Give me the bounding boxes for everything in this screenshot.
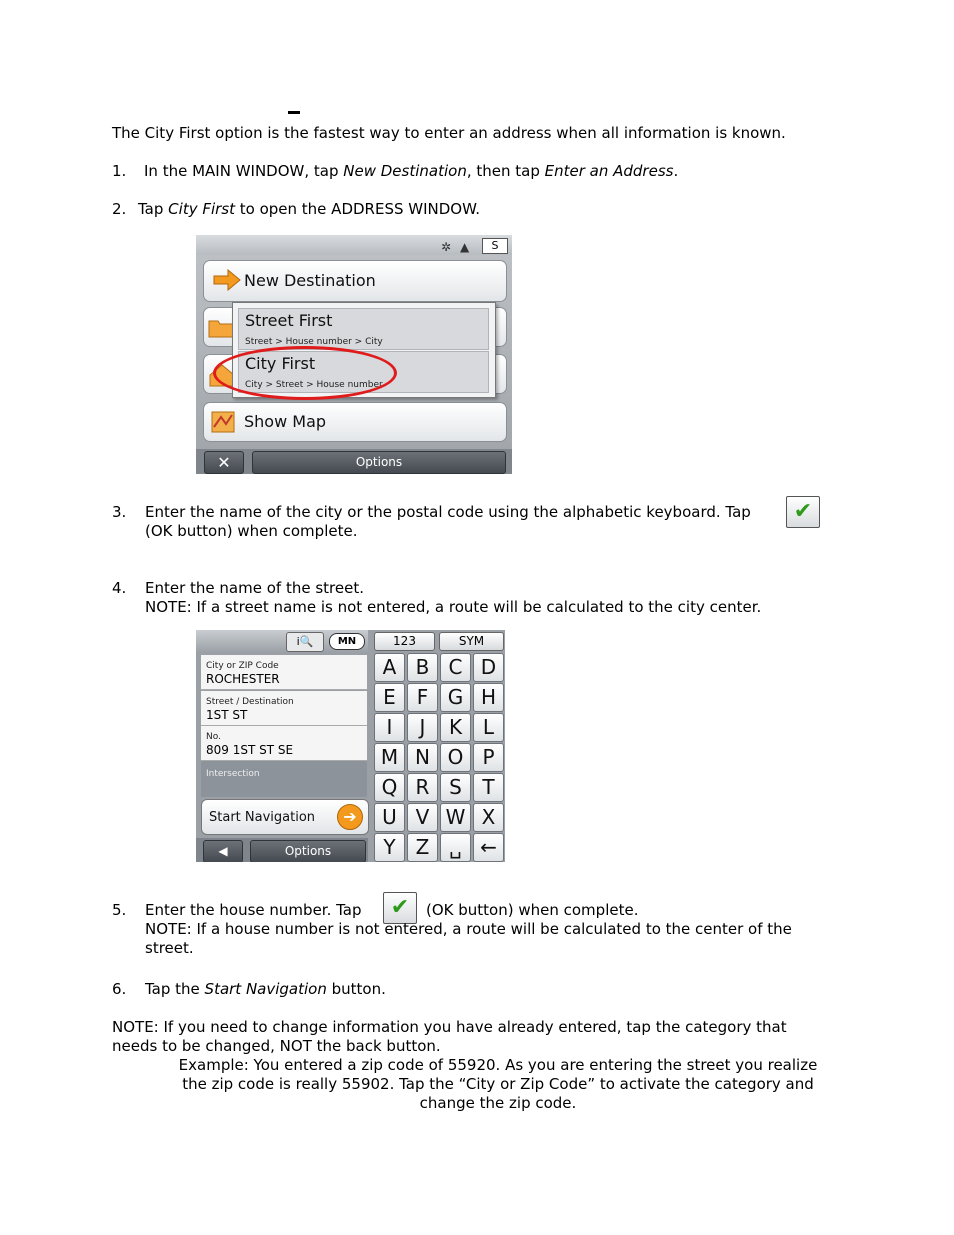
city-first-subtitle: City > Street > House number (245, 380, 383, 390)
house-number-value: 809 1ST ST SE (206, 743, 294, 757)
key-j[interactable]: J (407, 713, 438, 742)
show-map-button[interactable] (203, 402, 507, 442)
example-line-2: the zip code is really 55902. Tap the “City or Zip Code” to activate the category and (182, 1075, 814, 1093)
key-v[interactable]: V (407, 803, 438, 832)
key-g[interactable]: G (440, 683, 471, 712)
key-y[interactable]: Y (374, 833, 405, 862)
key-i[interactable]: I (374, 713, 405, 742)
key-a[interactable]: A (374, 653, 405, 682)
street-value: 1ST ST (206, 708, 248, 722)
key-p[interactable]: P (473, 743, 504, 772)
map-icon (211, 411, 235, 433)
start-navigation-label: Start Navigation (209, 810, 316, 825)
key-backspace[interactable]: ← (473, 833, 504, 862)
address-keyboard-screenshot (196, 630, 505, 862)
heading-dash (288, 111, 300, 114)
top-bar (196, 630, 368, 652)
key-c[interactable]: C (440, 653, 471, 682)
ok-check-icon: ✔ (383, 892, 417, 924)
key-n[interactable]: N (407, 743, 438, 772)
step-5-number: 5. (112, 901, 127, 919)
signal-icon: ▲ (460, 240, 470, 254)
key-q[interactable]: Q (374, 773, 405, 802)
note-line-1: NOTE: If you need to change information you have already entered, tap the category that (112, 1018, 787, 1036)
key-f[interactable]: F (407, 683, 438, 712)
step-6-number: 6. (112, 980, 127, 998)
new-destination-button[interactable] (203, 260, 507, 302)
street-first-subtitle: Street > House number > City (245, 337, 383, 347)
key-h[interactable]: H (473, 683, 504, 712)
status-bar (196, 235, 512, 255)
key-m[interactable]: M (374, 743, 405, 772)
key-x[interactable]: X (473, 803, 504, 832)
step-4-number: 4. (112, 579, 127, 597)
step-5-text: Enter the house number. Tap (145, 901, 362, 919)
bottom-bar (196, 449, 512, 474)
street-first-option[interactable] (238, 308, 489, 350)
back-button[interactable]: ◀ (203, 840, 243, 862)
step-4-text: Enter the name of the street. (145, 579, 364, 597)
key-s[interactable]: S (440, 773, 471, 802)
city-zip-label: City or ZIP Code (206, 661, 279, 671)
key-l[interactable]: L (473, 713, 504, 742)
bottom-bar (196, 838, 368, 862)
step-1-text: In the MAIN WINDOW, tap New Destination, then tap Enter an Address. (144, 162, 679, 180)
status-badge: S (482, 238, 508, 254)
start-navigation-button[interactable] (201, 799, 369, 835)
street-label: Street / Destination (206, 697, 294, 707)
key-t[interactable]: T (473, 773, 504, 802)
step-2-number: 2. (112, 200, 127, 218)
close-button[interactable]: ✕ (204, 451, 244, 474)
intersection-label: Intersection (206, 769, 260, 779)
street-field[interactable] (201, 691, 367, 726)
step-6-text: Tap the Start Navigation button. (145, 980, 386, 998)
street-first-label: Street First (245, 311, 333, 330)
show-map-label: Show Map (244, 412, 327, 431)
note-line-2: needs to be changed, NOT the back button. (112, 1037, 441, 1055)
step-3-text-line2: (OK button) when complete. (145, 522, 358, 540)
step-3-number: 3. (112, 503, 127, 521)
step-5-note-line2: street. (145, 939, 194, 957)
key-u[interactable]: U (374, 803, 405, 832)
key-r[interactable]: R (407, 773, 438, 802)
step-4-note: NOTE: If a street name is not entered, a route will be calculated to the city center. (145, 598, 762, 616)
intersection-field[interactable] (201, 761, 367, 797)
key-space[interactable]: ␣ (440, 833, 471, 862)
step-3-text: Enter the name of the city or the postal code using the alphabetic keyboard. Tap (145, 503, 751, 521)
satellite-icon: ✲ (441, 240, 452, 254)
example-line-3: change the zip code. (419, 1094, 577, 1112)
key-w[interactable]: W (440, 803, 471, 832)
house-number-field[interactable] (201, 726, 367, 761)
numeric-mode-button[interactable]: 123 (374, 632, 435, 651)
intro-text: The City First option is the fastest way to enter an address when all information is known. (112, 124, 786, 142)
key-d[interactable]: D (473, 653, 504, 682)
key-e[interactable]: E (374, 683, 405, 712)
city-zip-value: ROCHESTER (206, 672, 280, 686)
destination-menu-screenshot (196, 235, 512, 474)
house-number-label: No. (206, 732, 221, 742)
mode-badge: MN (329, 633, 365, 650)
key-k[interactable]: K (440, 713, 471, 742)
step-5-note: NOTE: If a house number is not entered, a route will be calculated to the center of the (145, 920, 792, 938)
example-line-1: Example: You entered a zip code of 55920. As you are entering the street you realize (178, 1056, 818, 1074)
key-o[interactable]: O (440, 743, 471, 772)
options-button[interactable]: Options (250, 840, 366, 862)
step-5-text-tail: (OK button) when complete. (426, 901, 639, 919)
step-2-text: Tap City First to open the ADDRESS WINDOW. (138, 200, 480, 218)
info-search-icon[interactable]: i🔍 (286, 632, 324, 652)
symbol-mode-button[interactable]: SYM (439, 632, 504, 651)
key-z[interactable]: Z (407, 833, 438, 862)
go-arrow-icon: ➔ (337, 804, 363, 830)
step-1-number: 1. (112, 162, 127, 180)
key-b[interactable]: B (407, 653, 438, 682)
new-destination-label: New Destination (244, 271, 376, 290)
ok-check-icon: ✔ (786, 496, 820, 528)
city-zip-field[interactable] (201, 655, 367, 690)
options-button[interactable]: Options (252, 451, 506, 474)
city-first-label: City First (245, 354, 316, 373)
highlight-circle (213, 346, 397, 400)
arrow-right-icon (212, 269, 242, 291)
